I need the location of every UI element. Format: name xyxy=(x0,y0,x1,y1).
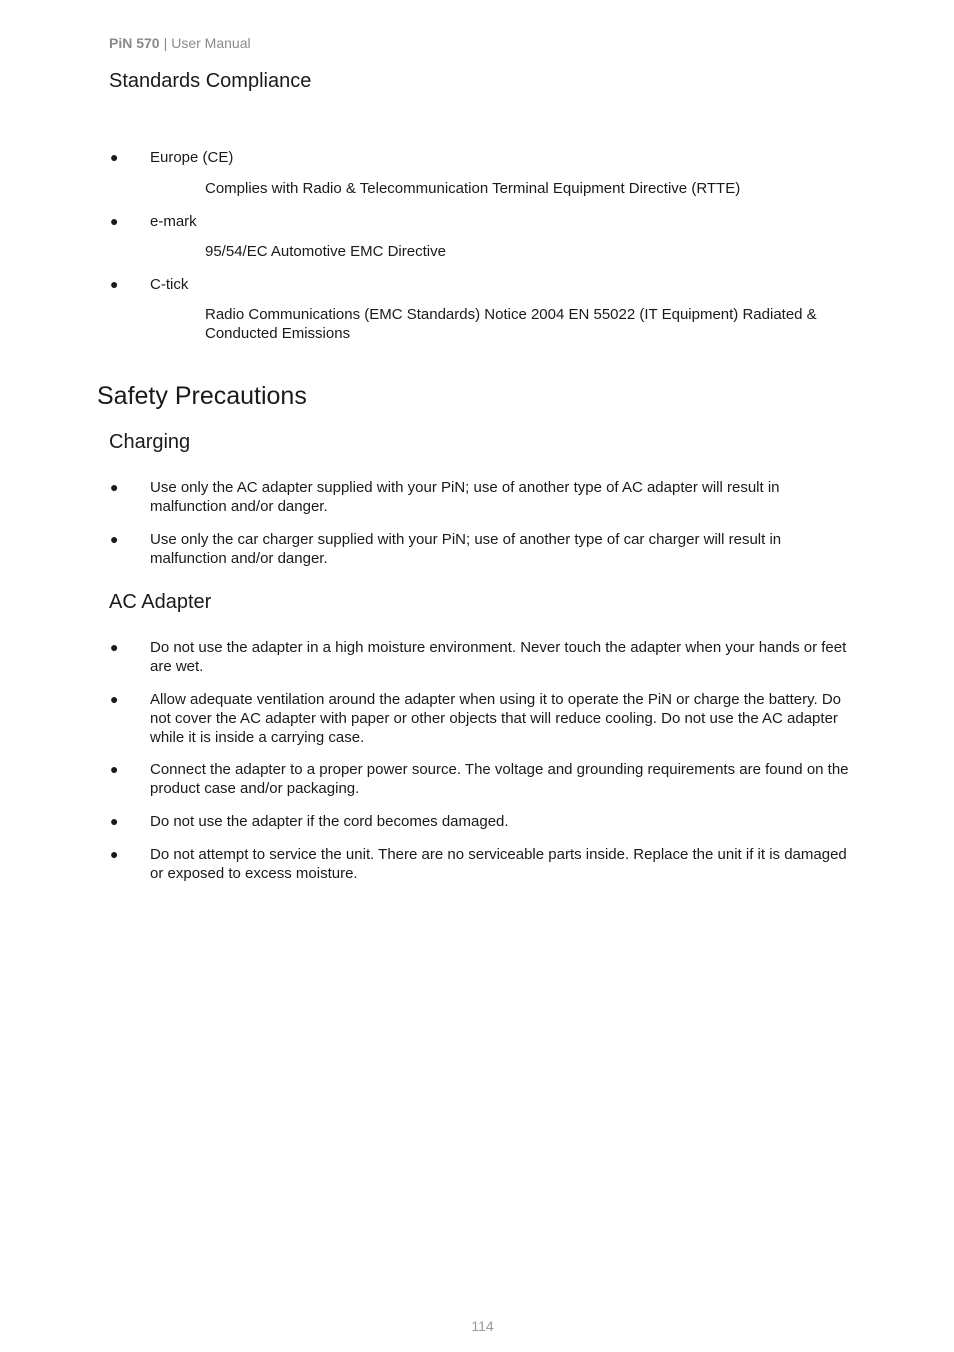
charging-heading: Charging xyxy=(109,431,191,453)
ac-adapter-heading: AC Adapter xyxy=(109,591,212,613)
document-title: User Manual xyxy=(171,35,251,51)
running-header xyxy=(109,35,251,51)
bullet-icon: ● xyxy=(110,149,119,165)
charging-item-text: Use only the AC adapter supplied with your PiN; use of another type of AC adapter will result in malfunction and/or danger. xyxy=(150,479,780,515)
bullet-icon: ● xyxy=(110,639,119,655)
header-separator: | xyxy=(163,35,168,51)
bullet-icon: ● xyxy=(110,846,119,862)
page-number: 114 xyxy=(471,1318,494,1334)
bullet-icon: ● xyxy=(110,691,119,707)
standard-label: Europe (CE) xyxy=(150,149,234,166)
ac-adapter-item-text: Do not use the adapter in a high moisture environment. Never touch the adapter when your hands or feet are wet. xyxy=(150,639,847,675)
bullet-icon: ● xyxy=(110,276,119,292)
standard-detail: Complies with Radio & Telecommunication Terminal Equipment Directive (RTTE) xyxy=(205,180,741,197)
ac-adapter-item-text: Connect the adapter to a proper power source. The voltage and grounding requirements are found on the product case and/or packaging. xyxy=(150,761,849,797)
bullet-icon: ● xyxy=(110,479,119,495)
standard-detail: Radio Communications (EMC Standards) Notice 2004 EN 55022 (IT Equipment) Radiated & Conducted Emissions xyxy=(205,306,817,342)
bullet-icon: ● xyxy=(110,813,119,829)
ac-adapter-item-text: Do not attempt to service the unit. There are no serviceable parts inside. Replace the unit if it is damaged or exposed to excess moisture. xyxy=(150,846,847,882)
charging-item-text: Use only the car charger supplied with your PiN; use of another type of car charger will result in malfunction and/or danger. xyxy=(150,531,782,567)
standards-compliance-heading: Standards Compliance xyxy=(109,70,312,92)
safety-precautions-heading: Safety Precautions xyxy=(97,382,307,410)
bullet-icon: ● xyxy=(110,531,119,547)
standard-label: C-tick xyxy=(150,276,189,293)
bullet-icon: ● xyxy=(110,213,119,229)
ac-adapter-item-text: Do not use the adapter if the cord becomes damaged. xyxy=(150,813,509,830)
ac-adapter-item-text: Allow adequate ventilation around the adapter when using it to operate the PiN or charge the battery. Do not cover the AC adapter with paper or other objects that will reduce cooling. Do not use the AC adapter while it is inside a carrying case. xyxy=(150,691,841,746)
product-name: PiN 570 xyxy=(109,35,160,51)
standard-detail: 95/54/EC Automotive EMC Directive xyxy=(205,243,446,260)
standard-label: e-mark xyxy=(150,213,197,230)
bullet-icon: ● xyxy=(110,761,119,777)
